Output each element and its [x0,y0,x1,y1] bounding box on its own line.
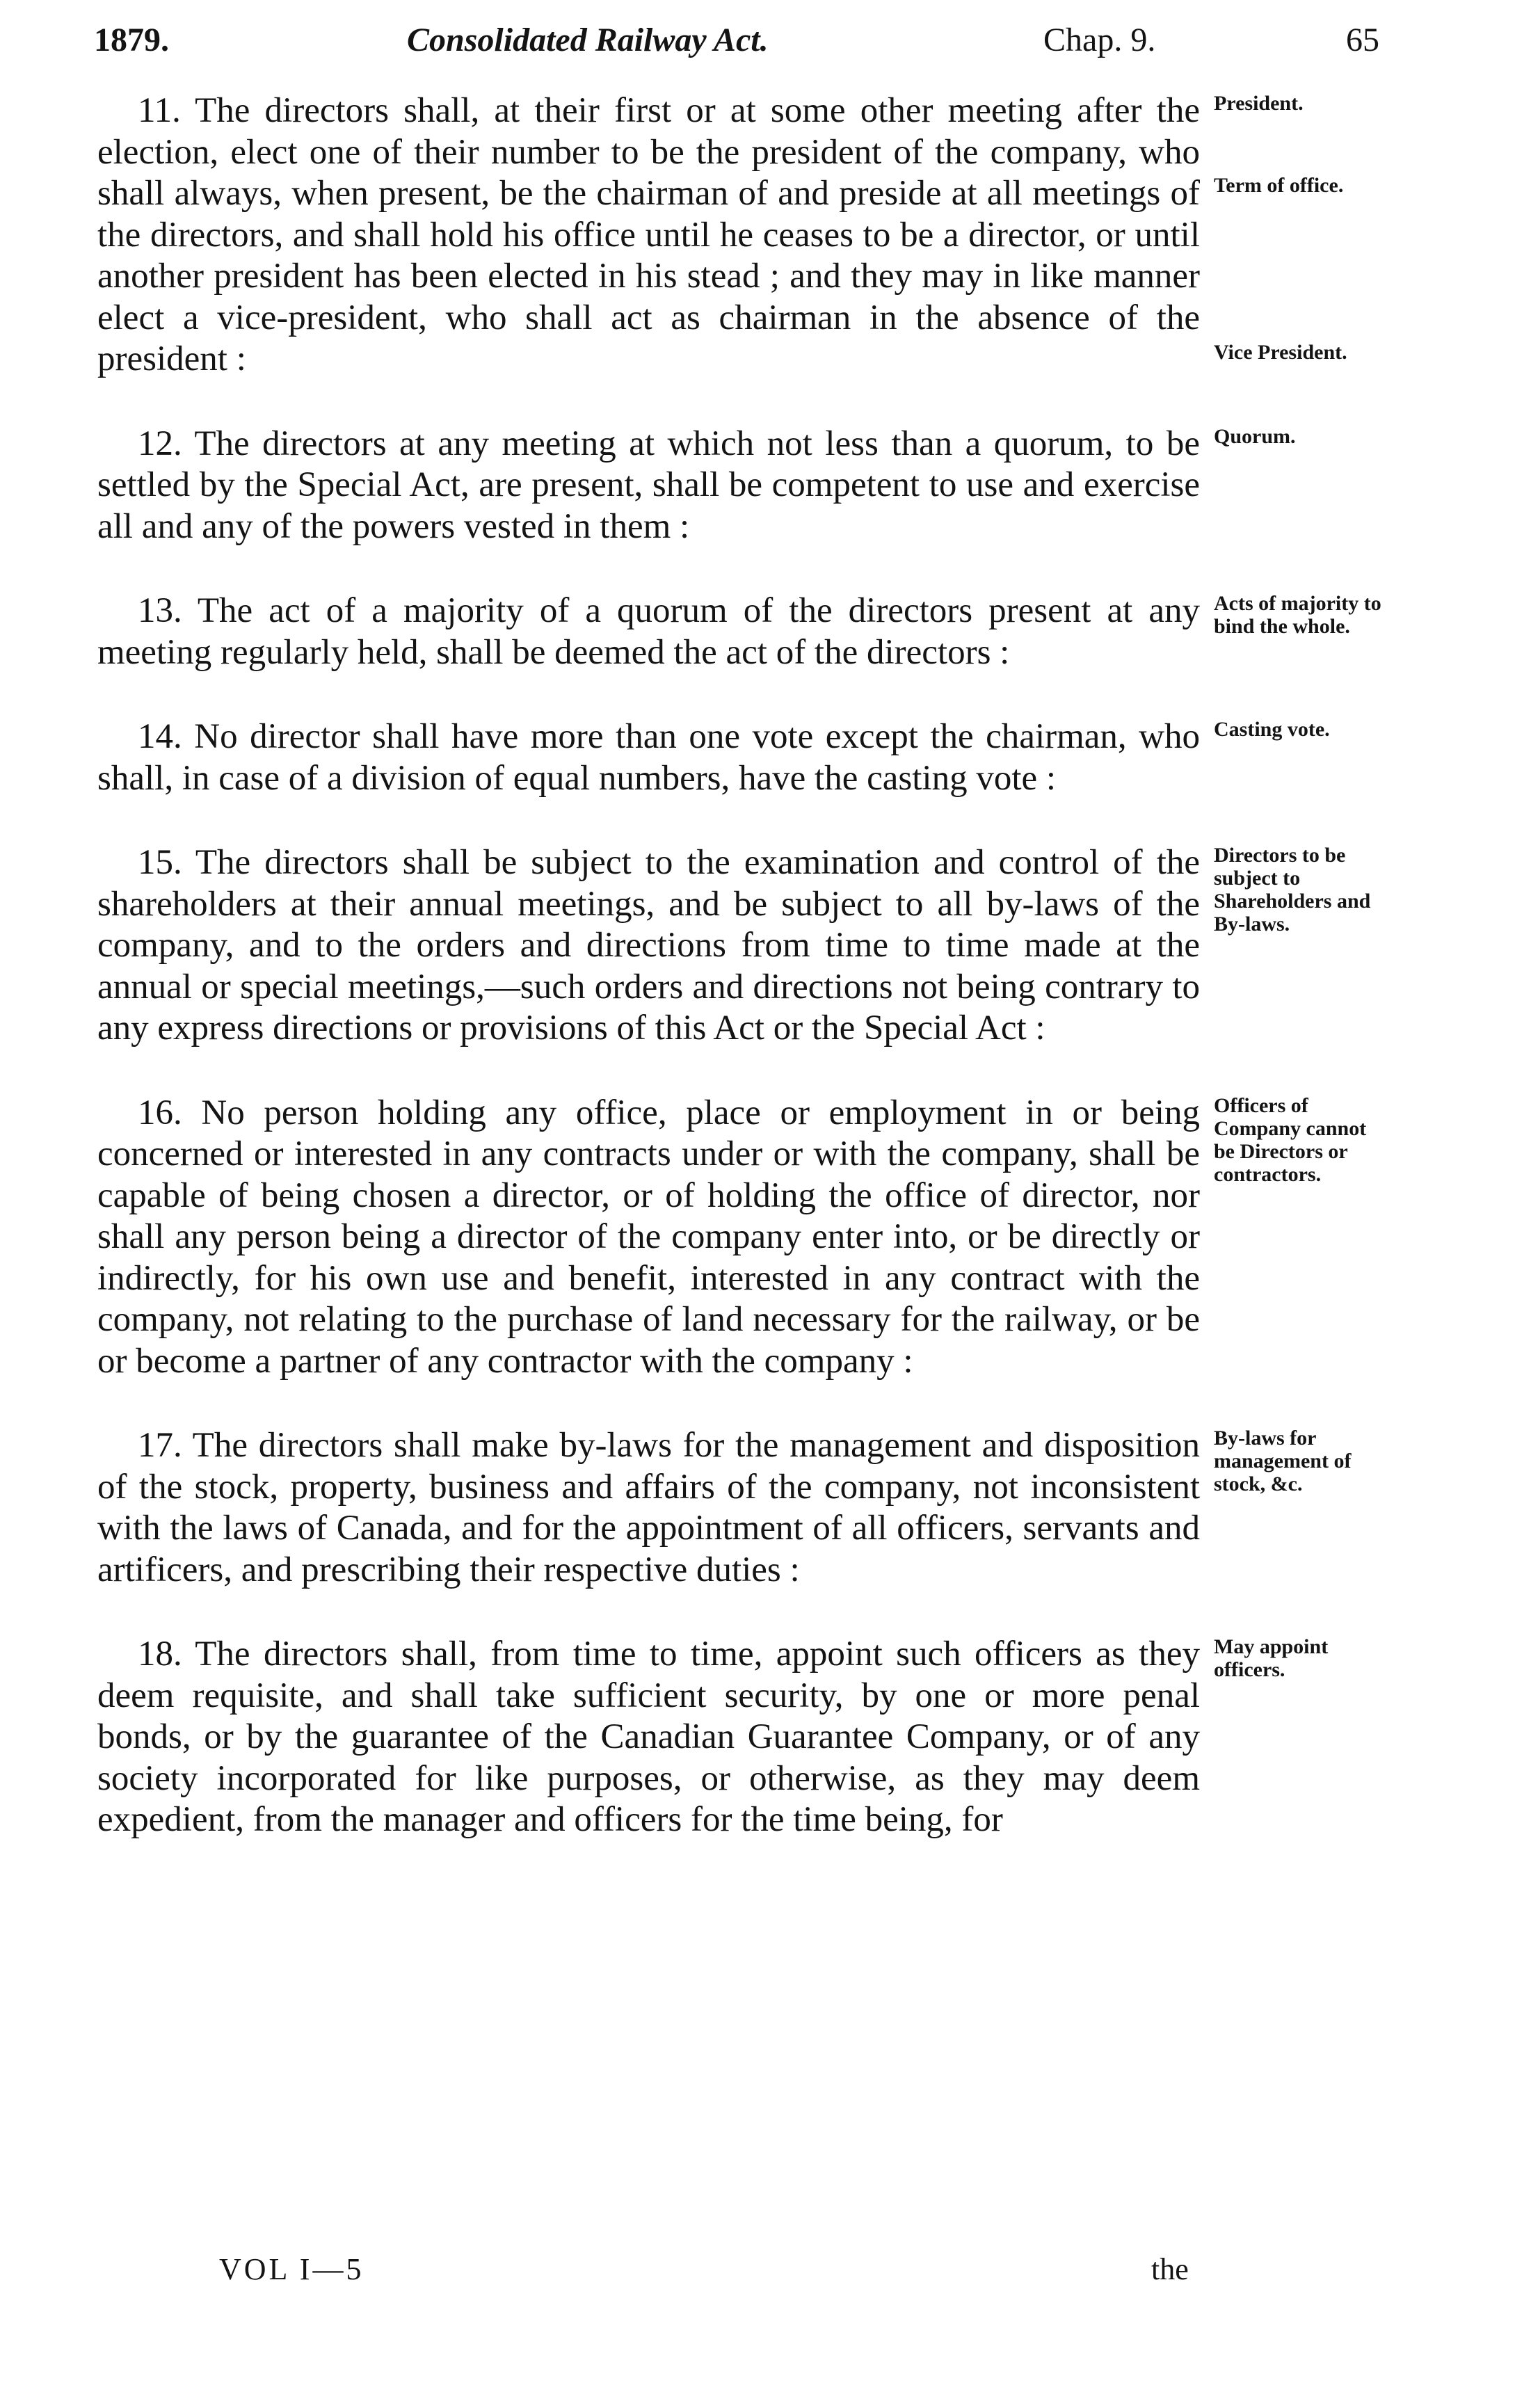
marginal-note-by-laws: By-laws for management of stock, &c. [1214,1427,1352,1495]
marginal-note-acts-of-majority: Acts of majority to bind the whole. [1214,592,1381,638]
section-text: The act of a majority of a quorum of the directors present at any meeting regularly held, shall be deemed the act of the directors : [97,591,1200,672]
catchword: the [1151,2252,1189,2286]
marginal-note-directors-subject: Directors to be subject to Shareholders and By-laws. [1214,844,1371,936]
running-head [0,13,1515,68]
marginal-note-officers-not-directors: Officers of Company cannot be Directors or contractors. [1214,1093,1367,1186]
section-13 [97,591,1381,673]
section-paragraph [97,1425,1200,1591]
section-number: 14. [138,717,182,756]
header-chapter: Chap. 9. [1043,22,1156,58]
section-paragraph [97,90,1200,380]
section-paragraph [97,591,1200,673]
section-18 [97,1634,1329,1841]
section-text: The directors at any meeting at which not less than a quorum, to be settled by the Special Act, are present, shall be competent to use and exercise all and any of the powers vested in them : [97,424,1200,546]
header-title: Consolidated Railway Act. [407,22,769,58]
section-11 [97,90,1347,380]
section-text: No director shall have more than one vote except the chairman, who shall, in case of a division of equal numbers, have the casting vote : [97,717,1200,798]
section-paragraph [97,1634,1200,1841]
marginal-note-term-of-office: Term of office. [1214,174,1344,197]
section-paragraph [97,716,1200,799]
section-number: 17. [138,1426,182,1465]
section-text: No person holding any office, place or employment in or being concerned or interested in any contracts under or with the company, shall be capable of being chosen a director, or of holding the office of director, nor shall any person being a director of the company enter into, or be directly or indirectly, for his own use and benefit, interested in any contract with the company, not relating to the purchase of land necessary for the railway, or be or become a partner of any contractor with the company : [97,1093,1201,1381]
section-text: The directors shall make by-laws for the management and disposition of the stock, property, business and affairs of the company, not inconsistent with the laws of Canada, and for the appointment of all officers, servants and artificers, and prescribing their respective duties : [97,1426,1200,1589]
section-14 [97,716,1330,799]
section-number: 13. [138,591,182,630]
page-footer [0,2245,1515,2294]
section-text: The directors shall, from time to time, appoint such officers as they deem requisite, and shall take sufficient security, by one or more penal bonds, or by the guarantee of the Canadian Guarantee Company, or of any society incorporated for like purposes, or otherwise, as they may deem expedient, from the manager and officers for the time being, for [97,1635,1200,1839]
section-text: The directors shall be subject to the examination and control of the shareholders at their annual meetings, and be subject to all by-laws of the company, and to the orders and directions from time to time made at the annual or special meetings,—such orders and directions not being contrary to any express directions or provisions of this Act or the Special Act : [97,843,1200,1048]
section-number: 16. [138,1093,182,1132]
section-number: 15. [138,843,182,882]
section-number: 11. [138,91,181,130]
section-paragraph [97,1093,1200,1383]
marginal-note-quorum: Quorum. [1214,424,1296,448]
marginal-note-casting-vote: Casting vote. [1214,718,1330,741]
section-paragraph [97,424,1200,548]
section-16 [97,1093,1367,1383]
page-number: 65 [1346,22,1379,58]
header-year: 1879. [94,22,169,58]
section-number: 18. [138,1635,182,1673]
section-number: 12. [138,424,182,463]
section-12 [97,424,1296,548]
marginal-note-appoint-officers: May appoint officers. [1214,1635,1329,1681]
text-body [97,90,1381,1841]
section-15 [97,842,1371,1050]
section-paragraph [97,842,1200,1050]
section-text: The directors shall, at their first or at some other meeting after the election, elect one of their number to be the president of the company, who shall always, when present, be the chairman of and preside at all meetings of the directors, and shall hold his office until he ceases to be a director, or until another president has been elected in his stead ; and they may in like manner elect a vice-president, who shall act as chairman in the absence of the president : [97,91,1200,378]
marginal-note-vice-president: Vice President. [1214,341,1347,364]
section-17 [97,1425,1352,1591]
signature-mark: VOL I—5 [219,2252,364,2286]
marginal-note-president: President. [1214,92,1304,115]
